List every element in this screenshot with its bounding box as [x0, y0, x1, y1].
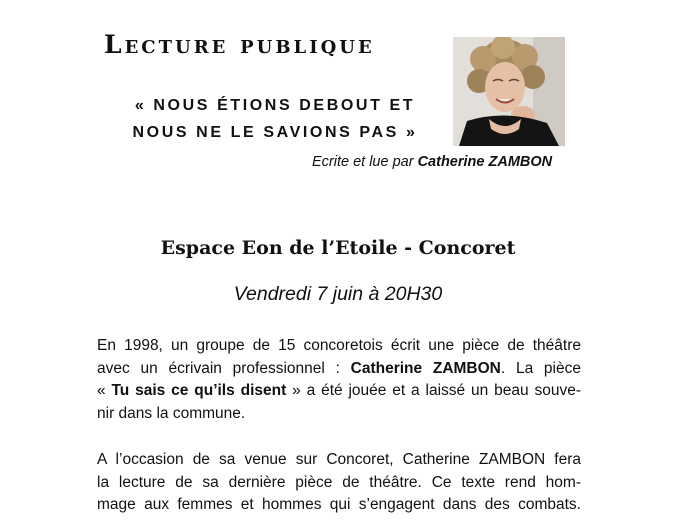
event-venue: Espace Eon de l’Etoile - Concoret [160, 237, 516, 259]
p2-line-3: mage aux femmes et hommes qui s’engagent dans des combats. [97, 496, 581, 513]
paragraph-history [97, 335, 581, 425]
p1-line-3 [97, 380, 581, 403]
p1-line-2c: . La pièce [500, 359, 581, 377]
p2-line-1: A l’occasion de sa venue sur Concoret, Catherine ZAMBON fera [97, 451, 581, 468]
p2-line-2: la lecture de sa dernière pièce de théâtre. Ce texte rend hom- [97, 473, 581, 491]
page-title: Lecture publique [104, 30, 375, 59]
quote-line-2: NOUS NE LE SAVIONS PAS » [132, 124, 418, 141]
author-name: Catherine ZAMBON [417, 154, 553, 170]
p1-line-3c: » a été jouée et a laissé un beau souve- [286, 382, 581, 399]
author-prefix: Ecrite et lue par [312, 154, 418, 170]
paragraph-reading [97, 449, 581, 517]
portrait-illustration [453, 37, 565, 146]
p1-author-bold: Catherine ZAMBON [350, 359, 501, 377]
author-credit [312, 154, 552, 170]
p1-play-title-bold: Tu sais ce qu’ils disent [111, 382, 287, 399]
quote-line-1: « NOUS ÉTIONS DEBOUT ET [134, 97, 416, 114]
p1-line-2a: avec un écrivain professionnel : [97, 359, 351, 377]
p1-line-2 [97, 358, 581, 381]
p1-line-4: nir dans la commune. [97, 404, 246, 422]
play-title-quote [130, 92, 420, 146]
p1-line-1: En 1998, un groupe de 15 concoretois écrit une pièce de théâtre [97, 337, 581, 354]
event-date: Vendredi 7 juin à 20H30 [233, 283, 443, 305]
p1-line-3a: « [97, 382, 112, 399]
author-portrait-photo [453, 37, 565, 146]
